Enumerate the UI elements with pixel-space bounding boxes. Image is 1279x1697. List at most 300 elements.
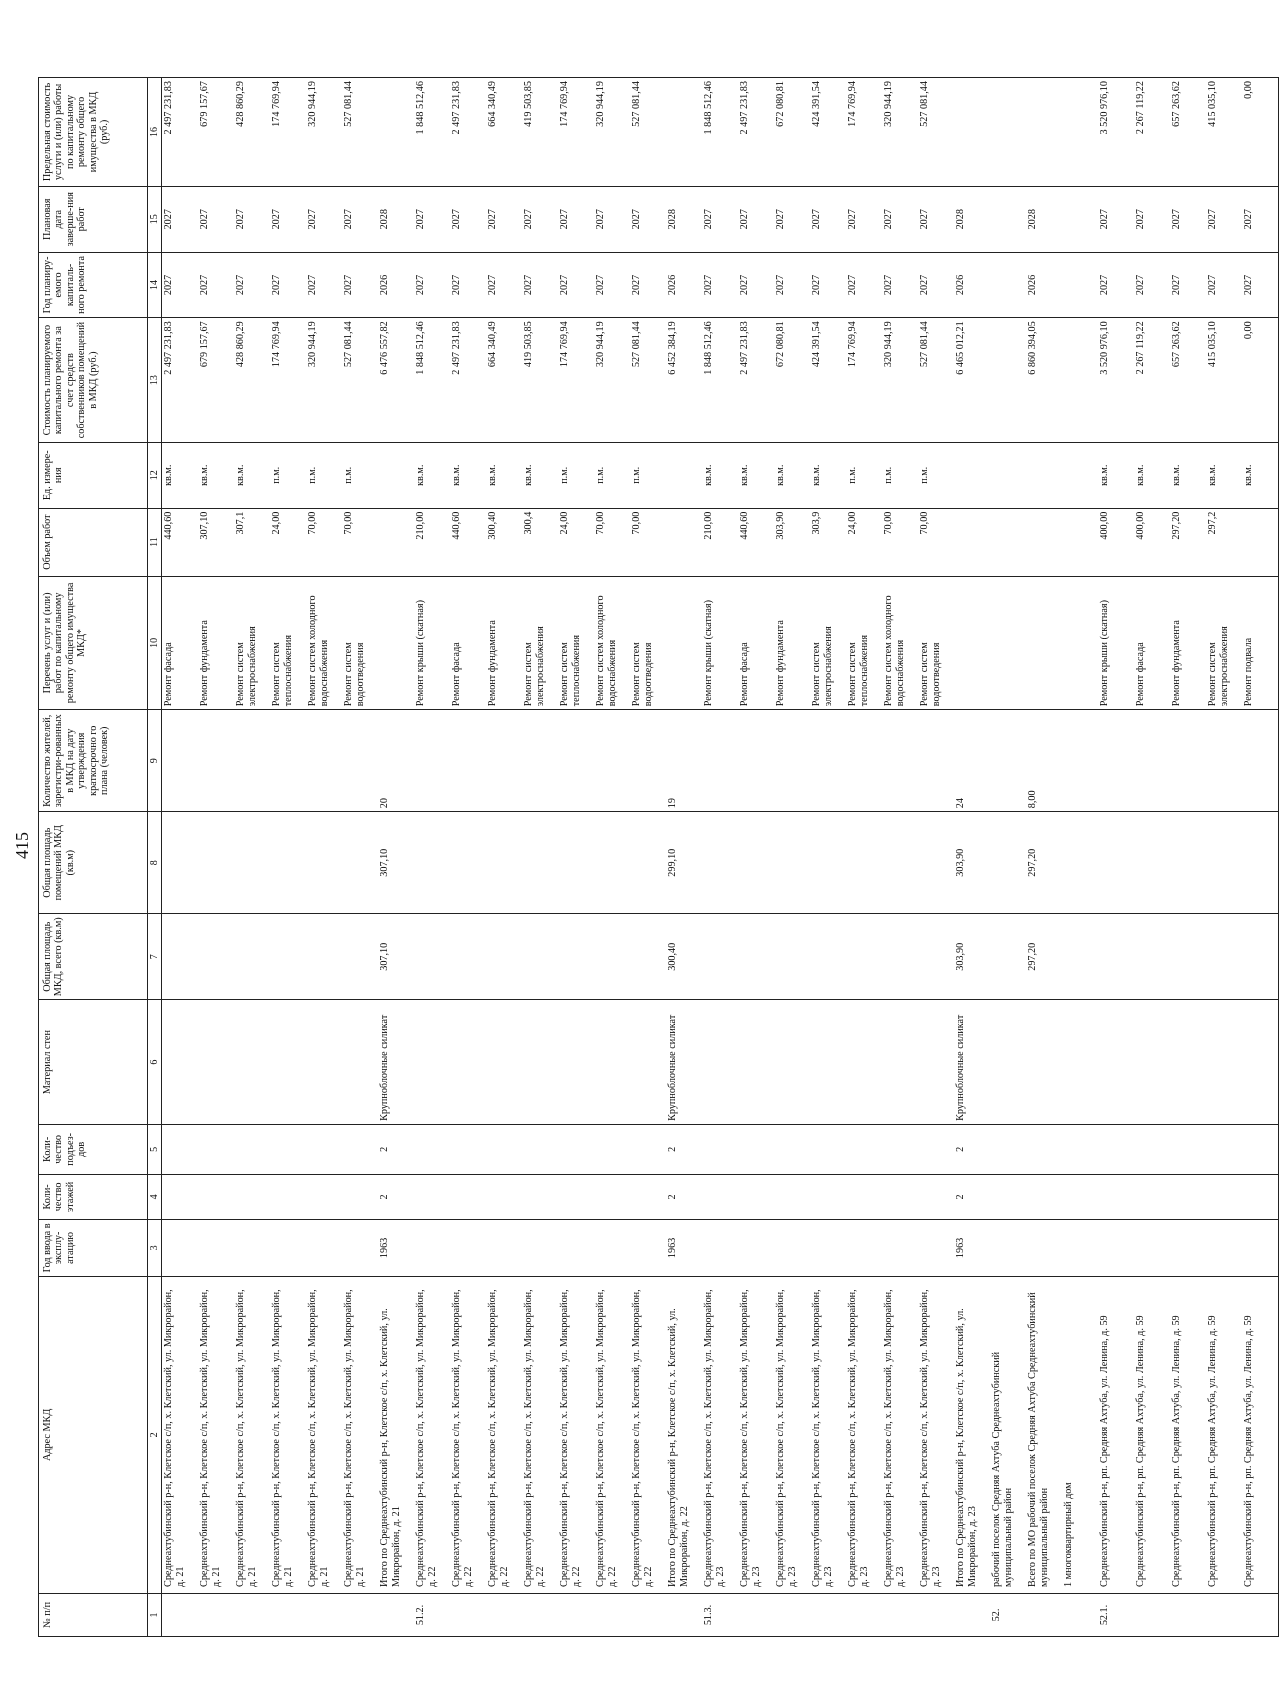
cell-wall-material — [306, 1000, 342, 1125]
cell-cost: 174 769,94 — [270, 318, 306, 443]
cell-wall-material — [702, 1000, 738, 1125]
cell-residents — [162, 710, 199, 812]
cell-cost: 320 944,19 — [882, 318, 918, 443]
table-row — [810, 78, 846, 1637]
cell-total-area — [702, 914, 738, 1000]
cell-residents — [270, 710, 306, 812]
cell-work-type — [1062, 576, 1098, 710]
cell-end-date: 2027 — [810, 186, 846, 252]
cell-entrances: 2 — [666, 1124, 702, 1174]
cell-unit: кв.м. — [702, 442, 738, 508]
cell-work-type: Ремонт фундамента — [198, 576, 234, 710]
cell-entrances — [1206, 1124, 1242, 1174]
cell-unit — [990, 442, 1026, 508]
cell-unit: кв.м. — [1242, 442, 1279, 508]
cell-end-date: 2027 — [270, 186, 306, 252]
cell-year — [702, 1220, 738, 1277]
cell-item-number — [450, 1593, 486, 1636]
cell-residents — [306, 710, 342, 812]
cell-item-number — [918, 1593, 954, 1636]
table-row — [702, 78, 738, 1637]
cell-plan-year: 2027 — [846, 252, 882, 318]
cell-volume: 210,00 — [702, 508, 738, 576]
cell-item-number — [1242, 1593, 1279, 1636]
cell-volume: 24,00 — [270, 508, 306, 576]
col-number: 12 — [148, 442, 162, 508]
cell-year — [162, 1220, 199, 1277]
cell-year — [594, 1220, 630, 1277]
cell-end-date — [1062, 186, 1098, 252]
cell-wall-material — [414, 1000, 450, 1125]
table-row — [198, 78, 234, 1637]
cell-floors — [342, 1174, 378, 1219]
cell-item-number — [342, 1593, 378, 1636]
cell-total-area — [594, 914, 630, 1000]
cell-plan-year: 2027 — [702, 252, 738, 318]
cell-premises-area — [1098, 812, 1134, 914]
col-header-entrances: Коли-чество подъез-дов — [39, 1124, 148, 1174]
cell-unit: п.м. — [558, 442, 594, 508]
cell-item-number — [954, 1593, 990, 1636]
cell-max-cost: 664 340,49 — [486, 78, 522, 187]
cell-entrances: 2 — [954, 1124, 990, 1174]
cell-unit: п.м. — [918, 442, 954, 508]
cell-floors — [1098, 1174, 1134, 1219]
col-number: 5 — [148, 1124, 162, 1174]
cell-max-cost: 419 503,85 — [522, 78, 558, 187]
col-number: 2 — [148, 1276, 162, 1593]
cell-volume: 440,60 — [162, 508, 199, 576]
cell-work-type: Ремонт крыши (скатная) — [1098, 576, 1134, 710]
cell-unit — [378, 442, 414, 508]
cell-address: Среднеахтубинский р-н, Клетское с/п, х. Клетский, ул. Микрорайон, д. 21 — [342, 1276, 378, 1593]
cell-floors — [1242, 1174, 1279, 1219]
cell-floors — [774, 1174, 810, 1219]
cell-entrances — [486, 1124, 522, 1174]
cell-plan-year: 2027 — [342, 252, 378, 318]
cell-work-type: Ремонт фундамента — [486, 576, 522, 710]
cell-floors — [198, 1174, 234, 1219]
col-number: 10 — [148, 576, 162, 710]
cell-floors — [450, 1174, 486, 1219]
cell-entrances — [774, 1124, 810, 1174]
cell-wall-material — [1170, 1000, 1206, 1125]
cell-residents — [342, 710, 378, 812]
cell-premises-area — [738, 812, 774, 914]
cell-plan-year: 2027 — [774, 252, 810, 318]
cell-work-type: Ремонт систем электроснабжения — [1206, 576, 1242, 710]
cell-work-type — [1026, 576, 1062, 710]
cell-max-cost: 2 267 119,22 — [1134, 78, 1170, 187]
cell-max-cost: 2 497 231,83 — [162, 78, 199, 187]
cell-item-number — [882, 1593, 918, 1636]
cell-wall-material — [1242, 1000, 1279, 1125]
cell-volume: 297,2 — [1206, 508, 1242, 576]
cell-year — [270, 1220, 306, 1277]
cell-end-date: 2027 — [162, 186, 199, 252]
cell-wall-material — [522, 1000, 558, 1125]
cell-entrances — [558, 1124, 594, 1174]
cell-address: Среднеахтубинский р-н, Клетское с/п, х. Клетский, ул. Микрорайон, д. 23 — [738, 1276, 774, 1593]
cell-wall-material — [558, 1000, 594, 1125]
cell-work-type: Ремонт систем теплоснабжения — [270, 576, 306, 710]
cell-entrances — [1098, 1124, 1134, 1174]
cell-entrances — [450, 1124, 486, 1174]
cell-year — [990, 1220, 1026, 1277]
cell-max-cost: 174 769,94 — [846, 78, 882, 187]
header-row — [39, 78, 148, 1637]
cell-end-date: 2027 — [1242, 186, 1279, 252]
cell-premises-area — [1170, 812, 1206, 914]
table-body — [162, 78, 1279, 1637]
col-number: 4 — [148, 1174, 162, 1219]
cell-cost: 6 452 384,19 — [666, 318, 702, 443]
cell-volume — [990, 508, 1026, 576]
cell-end-date: 2027 — [450, 186, 486, 252]
cell-end-date: 2027 — [774, 186, 810, 252]
cell-premises-area — [270, 812, 306, 914]
table-row — [846, 78, 882, 1637]
cell-year — [1170, 1220, 1206, 1277]
cell-year: 1963 — [954, 1220, 990, 1277]
cell-year — [918, 1220, 954, 1277]
cell-max-cost: 174 769,94 — [558, 78, 594, 187]
cell-work-type — [666, 576, 702, 710]
cell-work-type: Ремонт фасада — [1134, 576, 1170, 710]
cell-unit: п.м. — [882, 442, 918, 508]
cell-end-date: 2027 — [558, 186, 594, 252]
cell-work-type: Ремонт фундамента — [774, 576, 810, 710]
cell-residents — [882, 710, 918, 812]
cell-total-area — [1134, 914, 1170, 1000]
cell-residents: 24 — [954, 710, 990, 812]
cell-residents — [1242, 710, 1279, 812]
cell-year — [486, 1220, 522, 1277]
cell-year — [882, 1220, 918, 1277]
cell-residents — [1170, 710, 1206, 812]
cell-cost: 428 860,29 — [234, 318, 270, 443]
cell-entrances: 2 — [378, 1124, 414, 1174]
cell-address: Всего по МО рабочий поселок Средняя Ахтуба Среднеахтубинский муниципальный район — [1026, 1276, 1062, 1593]
cell-volume: 400,00 — [1134, 508, 1170, 576]
cell-volume: 24,00 — [846, 508, 882, 576]
cell-address: Среднеахтубинский р-н, Клетское с/п, х. Клетский, ул. Микрорайон, д. 21 — [270, 1276, 306, 1593]
cell-wall-material — [1206, 1000, 1242, 1125]
cell-premises-area — [702, 812, 738, 914]
cell-item-number — [234, 1593, 270, 1636]
table-row — [270, 78, 306, 1637]
cell-residents — [846, 710, 882, 812]
cell-plan-year: 2027 — [198, 252, 234, 318]
cell-plan-year: 2027 — [1098, 252, 1134, 318]
cell-end-date: 2027 — [198, 186, 234, 252]
column-number-row — [148, 78, 162, 1637]
cell-volume — [378, 508, 414, 576]
cell-cost: 664 340,49 — [486, 318, 522, 443]
table-row — [1170, 78, 1206, 1637]
table-row — [162, 78, 199, 1637]
cell-year — [738, 1220, 774, 1277]
cell-premises-area: 297,20 — [1026, 812, 1062, 914]
cell-max-cost: 415 035,10 — [1206, 78, 1242, 187]
cell-max-cost: 174 769,94 — [270, 78, 306, 187]
cell-unit: кв.м. — [1134, 442, 1170, 508]
cell-cost: 1 848 512,46 — [702, 318, 738, 443]
cell-unit: кв.м. — [774, 442, 810, 508]
col-header-wall: Материал стен — [39, 1000, 148, 1125]
cell-plan-year: 2027 — [810, 252, 846, 318]
cell-floors — [846, 1174, 882, 1219]
cell-max-cost: 527 081,44 — [342, 78, 378, 187]
cell-max-cost: 428 860,29 — [234, 78, 270, 187]
cell-work-type — [954, 576, 990, 710]
cell-floors — [486, 1174, 522, 1219]
col-number: 3 — [148, 1220, 162, 1277]
cell-residents: 20 — [378, 710, 414, 812]
cell-item-number — [198, 1593, 234, 1636]
cell-plan-year: 2027 — [918, 252, 954, 318]
cell-volume: 307,1 — [234, 508, 270, 576]
cell-year — [450, 1220, 486, 1277]
cell-premises-area — [882, 812, 918, 914]
cell-total-area — [918, 914, 954, 1000]
cell-address: Среднеахтубинский р-н, рп. Средняя Ахтуба, ул. Ленина, д. 59 — [1242, 1276, 1279, 1593]
cell-address: Среднеахтубинский р-н, Клетское с/п, х. Клетский, ул. Микрорайон, д. 22 — [450, 1276, 486, 1593]
cell-volume: 70,00 — [306, 508, 342, 576]
cell-item-number — [810, 1593, 846, 1636]
cell-cost: 2 497 231,83 — [450, 318, 486, 443]
cell-address: Среднеахтубинский р-н, Клетское с/п, х. Клетский, ул. Микрорайон, д. 22 — [558, 1276, 594, 1593]
cell-wall-material — [162, 1000, 199, 1125]
cell-end-date — [990, 186, 1026, 252]
cell-unit: кв.м. — [1170, 442, 1206, 508]
cell-entrances — [1242, 1124, 1279, 1174]
cell-address: Среднеахтубинский р-н, рп. Средняя Ахтуба, ул. Ленина, д. 59 — [1098, 1276, 1134, 1593]
cell-premises-area — [486, 812, 522, 914]
cell-volume: 70,00 — [342, 508, 378, 576]
cell-floors — [990, 1174, 1026, 1219]
cell-max-cost: 657 263,62 — [1170, 78, 1206, 187]
cell-floors — [810, 1174, 846, 1219]
cell-cost: 174 769,94 — [558, 318, 594, 443]
cell-address: Итого по Среднеахтубинский р-н, Клетское с/п, х. Клетский, ул. Микрорайон, д. 23 — [954, 1276, 990, 1593]
cell-year — [630, 1220, 666, 1277]
cell-premises-area — [162, 812, 199, 914]
cell-residents — [1206, 710, 1242, 812]
cell-volume: 440,60 — [450, 508, 486, 576]
cell-end-date: 2027 — [1170, 186, 1206, 252]
cell-premises-area — [810, 812, 846, 914]
cell-max-cost — [954, 78, 990, 187]
cell-end-date: 2027 — [1206, 186, 1242, 252]
cell-end-date: 2027 — [414, 186, 450, 252]
cell-total-area — [846, 914, 882, 1000]
cell-volume: 70,00 — [630, 508, 666, 576]
cell-address: Среднеахтубинский р-н, Клетское с/п, х. Клетский, ул. Микрорайон, д. 23 — [918, 1276, 954, 1593]
cell-plan-year: 2027 — [1206, 252, 1242, 318]
cell-item-number — [270, 1593, 306, 1636]
cell-cost: 6 465 012,21 — [954, 318, 990, 443]
cell-year — [1242, 1220, 1279, 1277]
cell-residents — [1134, 710, 1170, 812]
cell-plan-year: 2026 — [378, 252, 414, 318]
cell-work-type: Ремонт систем электроснабжения — [522, 576, 558, 710]
cell-total-area — [270, 914, 306, 1000]
cell-entrances — [738, 1124, 774, 1174]
cell-floors — [234, 1174, 270, 1219]
cell-unit: кв.м. — [162, 442, 199, 508]
cell-max-cost: 679 157,67 — [198, 78, 234, 187]
cell-residents — [414, 710, 450, 812]
cell-entrances — [522, 1124, 558, 1174]
cell-floors: 2 — [954, 1174, 990, 1219]
cell-premises-area — [198, 812, 234, 914]
cell-residents — [630, 710, 666, 812]
cell-cost: 320 944,19 — [306, 318, 342, 443]
cell-address: Среднеахтубинский р-н, Клетское с/п, х. Клетский, ул. Микрорайон, д. 22 — [594, 1276, 630, 1593]
table-row — [486, 78, 522, 1637]
cell-wall-material — [774, 1000, 810, 1125]
col-number: 1 — [148, 1593, 162, 1636]
cell-total-area — [990, 914, 1026, 1000]
cell-max-cost: 320 944,19 — [594, 78, 630, 187]
table-row — [1206, 78, 1242, 1637]
cell-end-date: 2027 — [630, 186, 666, 252]
cell-cost: 2 497 231,83 — [738, 318, 774, 443]
cell-volume — [666, 508, 702, 576]
cell-item-number — [774, 1593, 810, 1636]
cell-volume: 70,00 — [882, 508, 918, 576]
cell-residents — [198, 710, 234, 812]
cell-premises-area: 303,90 — [954, 812, 990, 914]
cell-premises-area — [774, 812, 810, 914]
cell-floors — [594, 1174, 630, 1219]
col-header-unit: Ед. измере-ния — [39, 442, 148, 508]
cell-total-area — [1098, 914, 1134, 1000]
cell-address: Итого по Среднеахтубинский р-н, Клетское с/п, х. Клетский, ул. Микрорайон, д. 22 — [666, 1276, 702, 1593]
cell-cost: 2 267 119,22 — [1134, 318, 1170, 443]
cell-unit: кв.м. — [198, 442, 234, 508]
cell-year — [198, 1220, 234, 1277]
cell-floors — [270, 1174, 306, 1219]
cell-item-number — [738, 1593, 774, 1636]
cell-plan-year: 2027 — [414, 252, 450, 318]
cell-max-cost: 1 848 512,46 — [414, 78, 450, 187]
cell-plan-year: 2027 — [522, 252, 558, 318]
cell-unit — [1062, 442, 1098, 508]
cell-premises-area — [1134, 812, 1170, 914]
cell-entrances — [1026, 1124, 1062, 1174]
cell-item-number — [630, 1593, 666, 1636]
cell-floors — [738, 1174, 774, 1219]
cell-max-cost: 1 848 512,46 — [702, 78, 738, 187]
cell-premises-area — [522, 812, 558, 914]
cell-floors — [1134, 1174, 1170, 1219]
cell-wall-material — [198, 1000, 234, 1125]
cell-work-type: Ремонт фундамента — [1170, 576, 1206, 710]
cell-unit: кв.м. — [450, 442, 486, 508]
cell-residents — [702, 710, 738, 812]
cell-floors — [1026, 1174, 1062, 1219]
cell-plan-year: 2027 — [450, 252, 486, 318]
table-row — [990, 78, 1026, 1637]
cell-max-cost: 2 497 231,83 — [450, 78, 486, 187]
cell-end-date: 2028 — [378, 186, 414, 252]
cell-cost: 415 035,10 — [1206, 318, 1242, 443]
cell-plan-year: 2027 — [486, 252, 522, 318]
cell-entrances — [198, 1124, 234, 1174]
cell-entrances — [1062, 1124, 1098, 1174]
cell-total-area — [306, 914, 342, 1000]
cell-work-type: Ремонт крыши (скатная) — [414, 576, 450, 710]
cell-total-area — [522, 914, 558, 1000]
cell-entrances — [1134, 1124, 1170, 1174]
cell-cost: 679 157,67 — [198, 318, 234, 443]
cell-floors — [882, 1174, 918, 1219]
col-header-num: № п/п — [39, 1593, 148, 1636]
cell-address: Среднеахтубинский р-н, Клетское с/п, х. Клетский, ул. Микрорайон, д. 22 — [630, 1276, 666, 1593]
cell-item-number — [378, 1593, 414, 1636]
cell-unit: кв.м. — [1098, 442, 1134, 508]
cell-max-cost: 672 080,81 — [774, 78, 810, 187]
cell-premises-area — [558, 812, 594, 914]
col-number: 9 — [148, 710, 162, 812]
cell-entrances — [414, 1124, 450, 1174]
cell-total-area — [738, 914, 774, 1000]
cell-premises-area — [918, 812, 954, 914]
cell-total-area — [450, 914, 486, 1000]
cell-volume: 210,00 — [414, 508, 450, 576]
cell-unit: кв.м. — [522, 442, 558, 508]
cell-end-date: 2027 — [306, 186, 342, 252]
cell-wall-material — [846, 1000, 882, 1125]
cell-work-type: Ремонт систем холодного водоснабжения — [306, 576, 342, 710]
table-row — [594, 78, 630, 1637]
cell-end-date: 2027 — [522, 186, 558, 252]
cell-premises-area — [1242, 812, 1279, 914]
col-header-address: Адрес МКД — [39, 1276, 148, 1593]
cell-unit: п.м. — [846, 442, 882, 508]
table-row — [1098, 78, 1134, 1637]
cell-unit: кв.м. — [1206, 442, 1242, 508]
col-header-volume: Объем работ — [39, 508, 148, 576]
cell-item-number: 52. — [990, 1593, 1026, 1636]
repair-plan-table — [38, 77, 1279, 1637]
cell-entrances — [810, 1124, 846, 1174]
cell-premises-area — [450, 812, 486, 914]
cell-residents — [990, 710, 1026, 812]
table-row — [306, 78, 342, 1637]
cell-total-area — [234, 914, 270, 1000]
table-row — [774, 78, 810, 1637]
cell-year — [1098, 1220, 1134, 1277]
cell-wall-material — [738, 1000, 774, 1125]
cell-plan-year: 2027 — [270, 252, 306, 318]
cell-address: рабочий поселок Средняя Ахтуба Среднеахтубинский муниципальный район — [990, 1276, 1026, 1593]
cell-volume — [954, 508, 990, 576]
cell-total-area — [162, 914, 199, 1000]
cell-work-type: Ремонт фасада — [162, 576, 199, 710]
cell-premises-area — [414, 812, 450, 914]
cell-year — [414, 1220, 450, 1277]
cell-plan-year: 2027 — [882, 252, 918, 318]
cell-cost: 527 081,44 — [342, 318, 378, 443]
cell-item-number — [846, 1593, 882, 1636]
cell-total-area: 300,40 — [666, 914, 702, 1000]
cell-year — [342, 1220, 378, 1277]
cell-wall-material — [630, 1000, 666, 1125]
cell-residents — [558, 710, 594, 812]
